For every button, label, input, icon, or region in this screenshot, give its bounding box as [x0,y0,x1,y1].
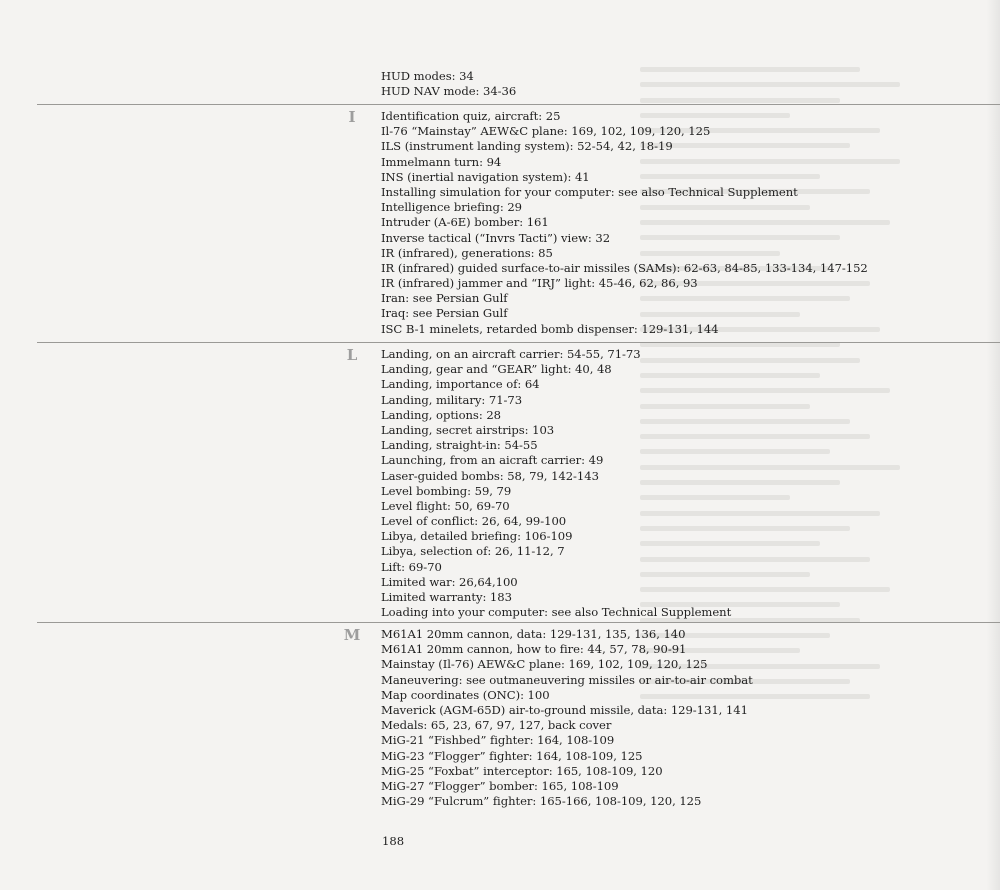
section-l-entries [381,347,731,620]
index-entry: Laser-guided bombs: 58, 79, 142-143 [381,468,599,483]
section-m-entries [381,627,753,809]
index-entry: Installing simulation for your computer: see also Technical Supplement [381,184,798,199]
section-divider [37,342,1000,343]
index-entry: Iraq: see Persian Gulf [381,306,508,321]
index-entry: Landing, options: 28 [381,407,501,422]
index-entry: MiG-25 “Foxbat” interceptor: 165, 108-109, 120 [381,763,663,778]
index-entry: Mainstay (Il-76) AEW&C plane: 169, 102, 109, 120, 125 [381,657,708,672]
index-entry: IR (infrared) jammer and “IRJ” light: 45-46, 62, 86, 93 [381,276,698,291]
index-entry: MiG-27 “Flogger” bomber: 165, 108-109 [381,778,619,793]
index-entry: Intelligence briefing: 29 [381,200,522,215]
index-entry: Level flight: 50, 69-70 [381,498,510,513]
index-entry: Limited warranty: 183 [381,590,512,604]
section-divider [37,622,1000,623]
index-entry: Landing, on an aircraft carrier: 54-55, 71-73 [381,347,641,361]
index-entry: Level of conflict: 26, 64, 99-100 [381,514,567,529]
index-entry: Landing, importance of: 64 [381,377,540,392]
index-entry: Il-76 “Mainstay” AEW&C plane: 169, 102, 109, 120, 125 [381,124,711,139]
section-letter-i: I [348,108,356,126]
index-entry: Landing, straight-in: 54-55 [381,438,538,453]
index-entry: Medals: 65, 23, 67, 97, 127, back cover [381,718,612,733]
index-entry: M61A1 20mm cannon, data: 129-131, 135, 136, 140 [381,627,686,641]
index-entry: HUD modes: 34 [381,69,474,83]
index-entry: Inverse tactical (“Invrs Tacti”) view: 32 [381,230,611,245]
index-entry: M61A1 20mm cannon, how to fire: 44, 57, 78, 90-91 [381,642,687,657]
page-number: 188 [382,834,405,848]
index-entry: Level bombing: 59, 79 [381,483,512,498]
index-entry: Identification quiz, aircraft: 25 [381,109,561,123]
index-entry: Limited war: 26,64,100 [381,574,518,589]
index-entry: IR (infrared) guided surface-to-air missiles (SAMs): 62-63, 84-85, 133-134, 147-152 [381,260,868,275]
index-entry: Intruder (A-6E) bomber: 161 [381,215,549,230]
section-divider [37,104,1000,105]
index-entry: HUD NAV mode: 34-36 [381,84,517,99]
index-entry: MiG-21 “Fishbed” fighter: 164, 108-109 [381,733,615,748]
index-entry: Lift: 69-70 [381,559,442,574]
index-entry: MiG-29 “Fulcrum” fighter: 165-166, 108-109, 120, 125 [381,794,702,809]
section-letter-l: L [346,346,358,364]
index-entry: Loading into your computer: see also Technical Supplement [381,605,732,620]
page-edge-shadow [986,0,1000,890]
index-entry: Libya, detailed briefing: 106-109 [381,529,573,544]
index-entry: Launching, from an aicraft carrier: 49 [381,453,604,468]
entries-top [381,69,516,99]
section-i-entries [381,109,868,337]
index-entry: Map coordinates (ONC): 100 [381,687,550,702]
index-entry: ILS (instrument landing system): 52-54, 42, 18-19 [381,139,673,154]
index-entry: IR (infrared), generations: 85 [381,245,553,260]
index-entry: Immelmann turn: 94 [381,154,502,169]
index-entry: Maneuvering: see outmaneuvering missiles or air-to-air combat [381,672,753,687]
section-letter-m: M [343,626,361,644]
index-entry: Landing, gear and “GEAR” light: 40, 48 [381,362,612,377]
index-entry: Iran: see Persian Gulf [381,291,508,306]
index-entry: Maverick (AGM-65D) air-to-ground missile, data: 129-131, 141 [381,702,748,717]
index-entry: INS (inertial navigation system): 41 [381,169,590,184]
index-entry: Landing, military: 71-73 [381,392,523,407]
index-entry: Landing, secret airstrips: 103 [381,422,555,437]
index-entry: Libya, selection of: 26, 11-12, 7 [381,544,565,559]
index-entry: MiG-23 “Flogger” fighter: 164, 108-109, 125 [381,748,643,763]
index-entry: ISC B-1 minelets, retarded bomb dispenser: 129-131, 144 [381,321,719,336]
